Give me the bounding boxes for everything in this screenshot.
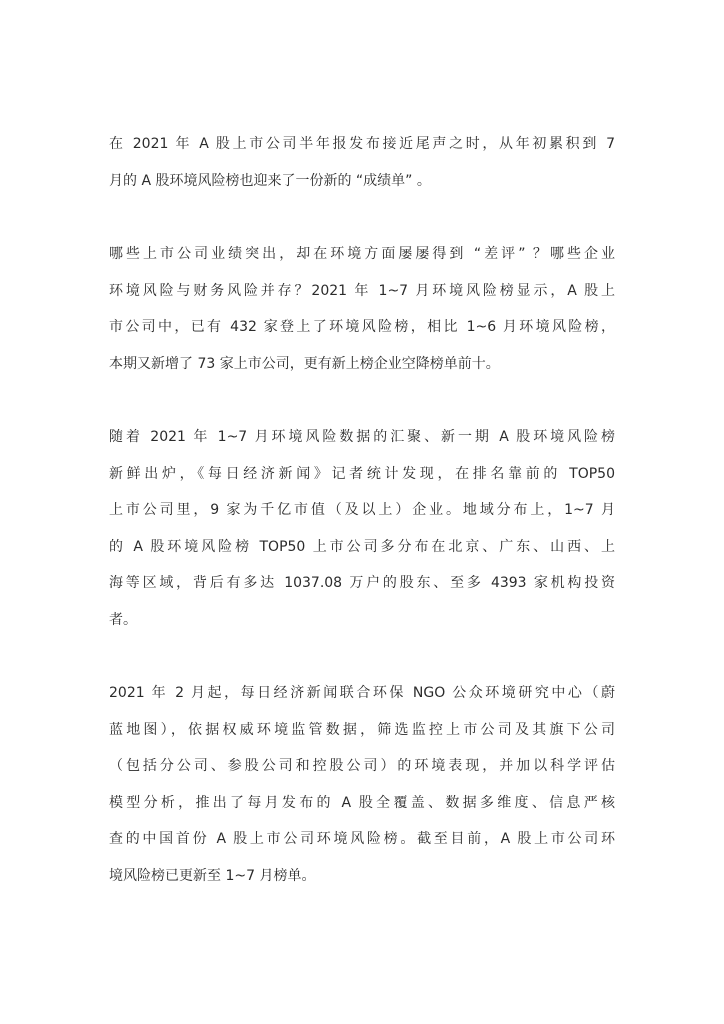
paragraph-1 — [109, 126, 615, 199]
text-line: 上市公司里，9 家为千亿市值（及以上）企业。地域分布上，1~7 月 — [109, 502, 615, 518]
text-line: 蓝地图），依据权威环境监管数据，筛选监控上市公司及其旗下公司 — [109, 721, 615, 738]
text-line: 在 2021 年 A 股上市公司半年报发布接近尾声之时，从年初累积到 7 — [109, 136, 615, 152]
text-line: 月的 A 股环境风险榜也迎来了一份新的 “成绩单” 。 — [109, 172, 431, 189]
text-line: 随着 2021 年 1~7 月环境风险数据的汇聚、新一期 A 股环境风险榜 — [109, 429, 615, 445]
text-line: 的 A 股环境风险榜 TOP50 上市公司多分布在北京、广东、山西、上 — [109, 538, 615, 555]
text-line: 本期又新增了 73 家上市公司，更有新上榜企业空降榜单前十。 — [109, 355, 500, 372]
text-line: 查的中国首份 A 股上市公司环境风险榜。截至目前，A 股上市公司环 — [109, 831, 615, 847]
text-line: 模型分析，推出了每月发布的 A 股全覆盖、数据多维度、信息严核 — [109, 794, 615, 811]
text-line: 新鲜出炉，《每日经济新闻》记者统计发现，在排名靠前的 TOP50 — [109, 465, 615, 482]
text-line: 环境风险与财务风险并存？2021 年 1~7 月环境风险榜显示，A 股上 — [109, 282, 615, 299]
paragraph-2 — [109, 236, 615, 382]
paragraph-3 — [109, 419, 615, 638]
text-line: 市公司中，已有 432 家登上了环境风险榜，相比 1~6 月环境风险榜， — [109, 319, 615, 335]
paragraph-4 — [109, 675, 615, 894]
text-line: 者。 — [109, 611, 137, 628]
text-line: （包括分公司、参股公司和控股公司）的环境表现，并加以科学评估 — [109, 758, 615, 774]
text-line: 2021 年 2 月起，每日经济新闻联合环保 NGO 公众环境研究中心（蔚 — [109, 685, 615, 701]
text-line: 海等区域，背后有多达 1037.08 万户的股东、至多 4393 家机构投资 — [109, 575, 615, 591]
text-line: 境风险榜已更新至 1~7 月榜单。 — [109, 867, 316, 884]
article-body — [109, 126, 615, 931]
text-line: 哪些上市公司业绩突出，却在环境方面屡屡得到 “差评” ？哪些企业 — [109, 246, 615, 262]
